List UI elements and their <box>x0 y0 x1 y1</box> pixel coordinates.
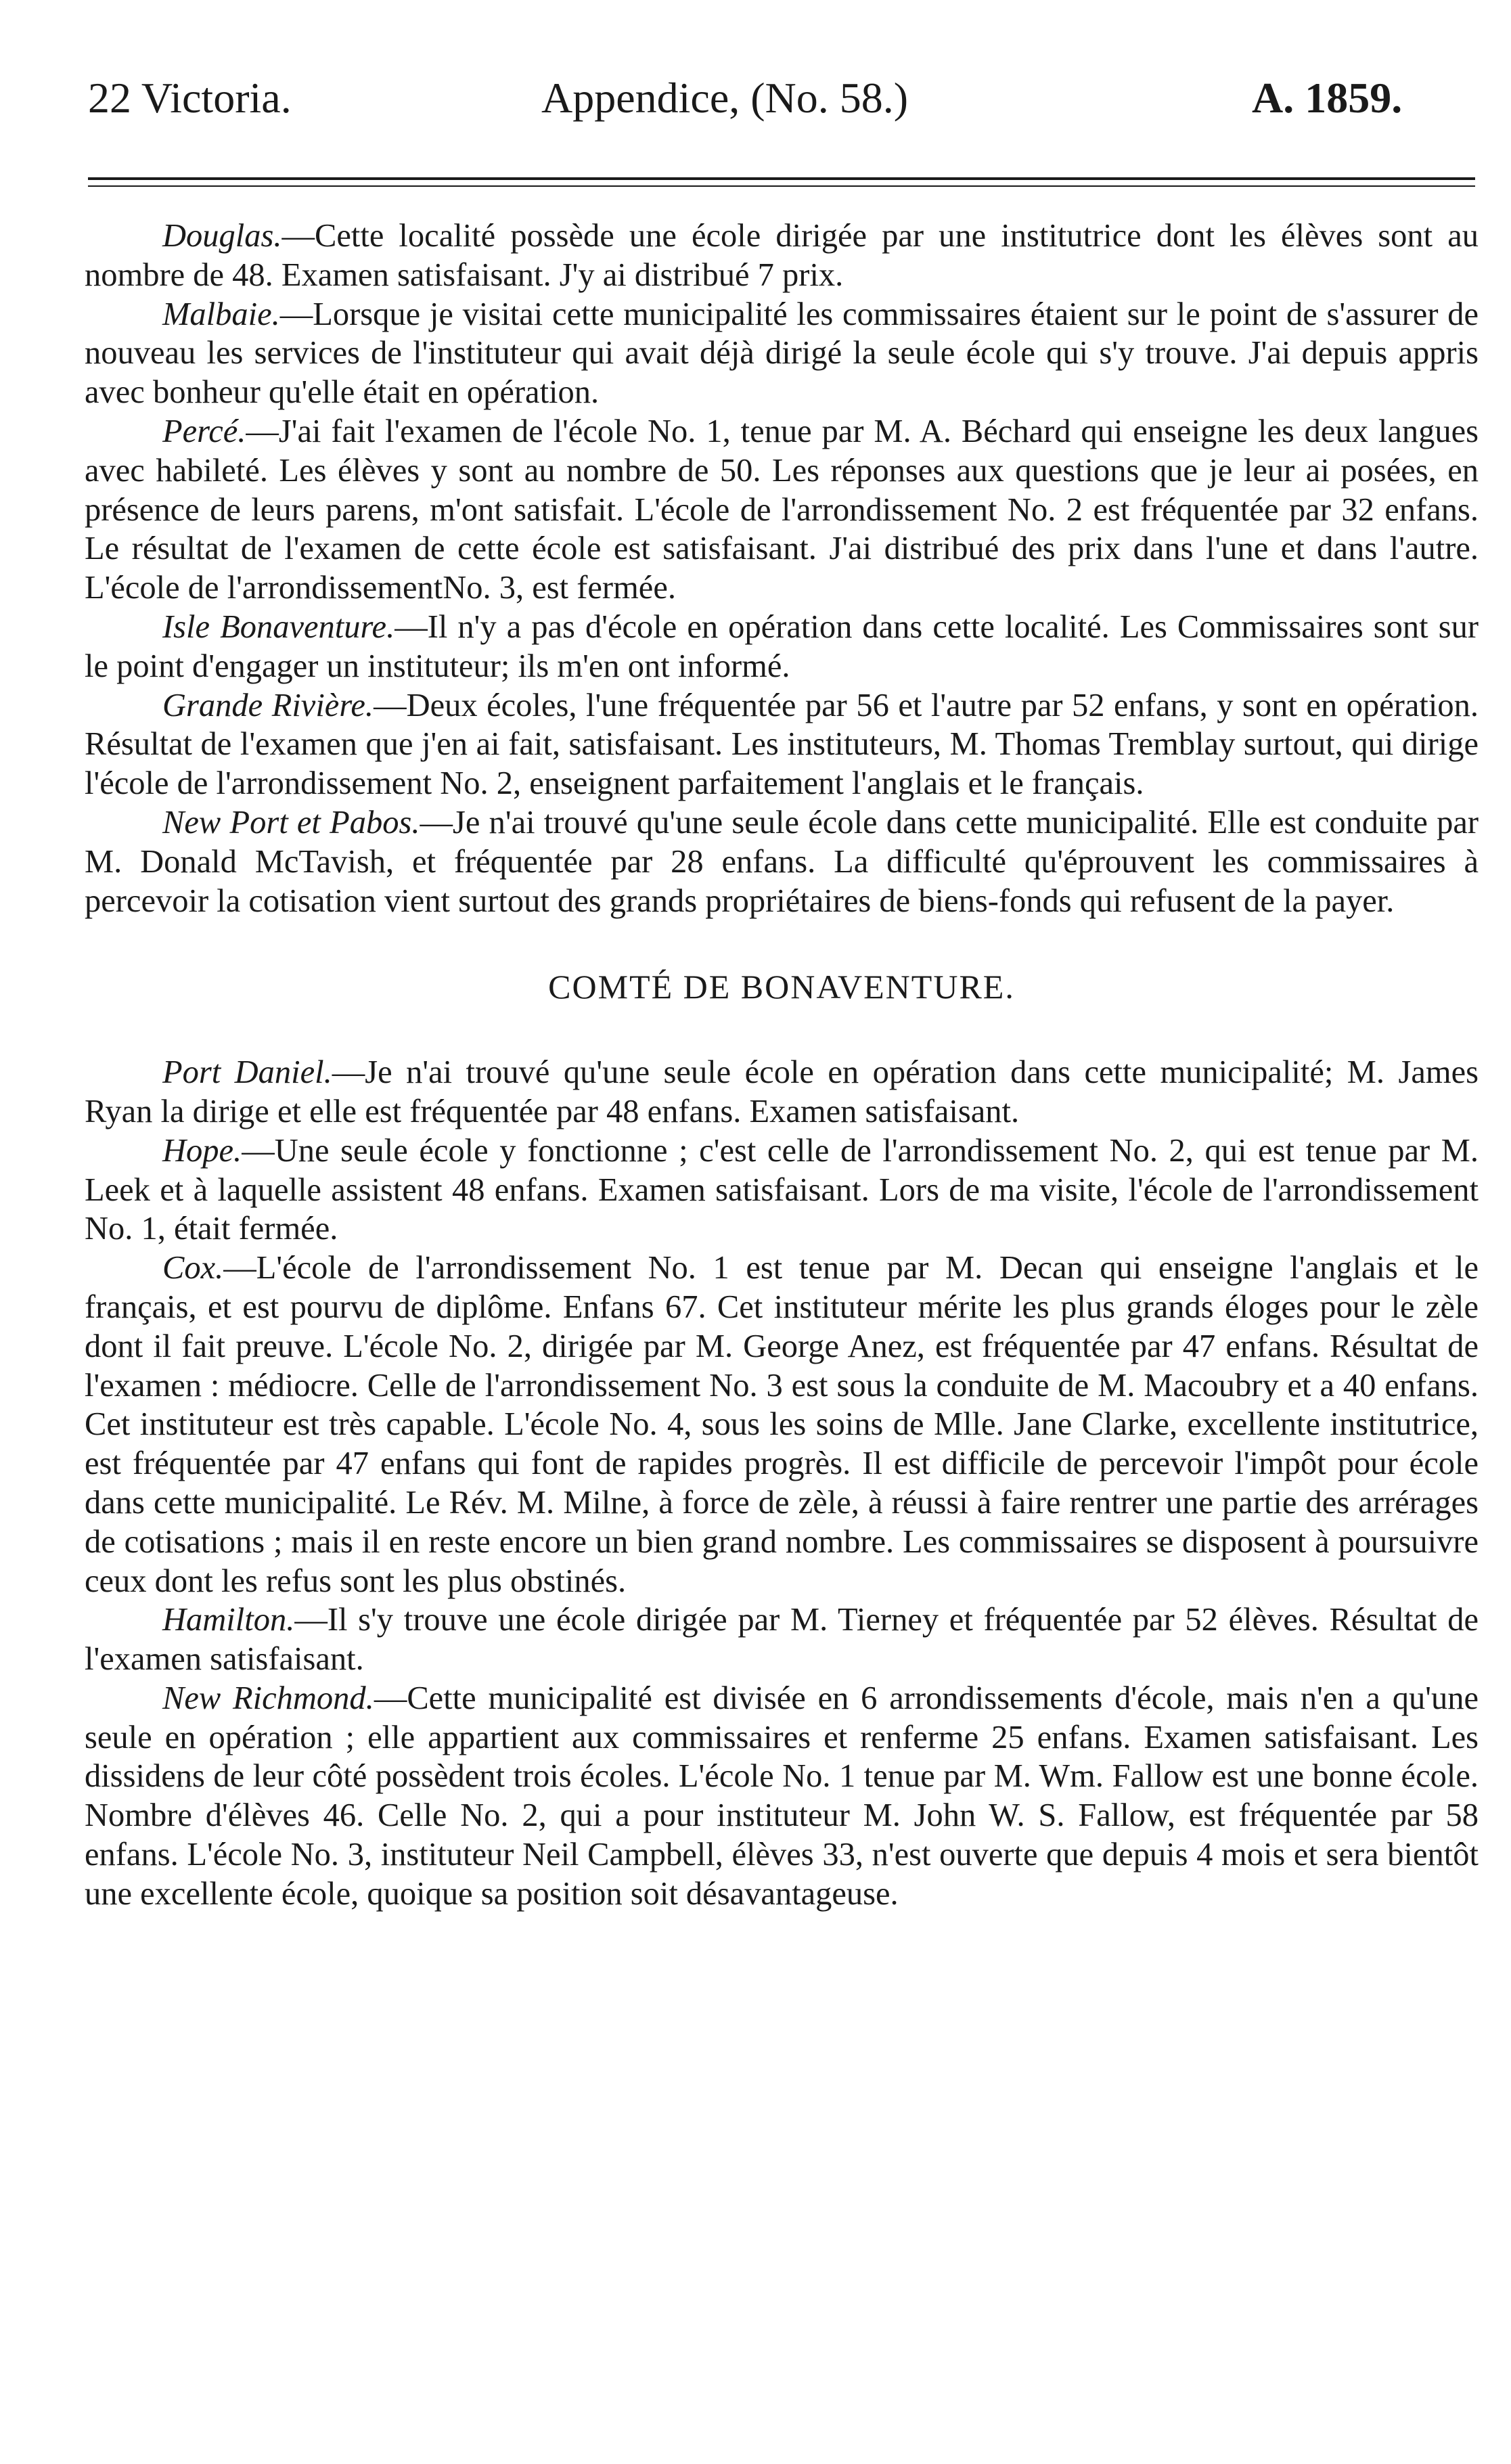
paragraph-text: —Je n'ai trouvé qu'une seule école dans cette municipalité. Elle est conduite par M. Donald McTavish, et fréquentée par 28 enfans. La difficulté qu'éprouvent les commissaires à percevoir la cotisation vient surtout des grands propriétaires de biens-fonds qui refusent de la payer. <box>85 804 1479 919</box>
paragraph-malbaie <box>85 295 1479 412</box>
paragraph-new-richmond <box>85 1679 1479 1914</box>
header-rule-thick <box>88 177 1475 180</box>
paragraph-port-daniel <box>85 1053 1479 1132</box>
paragraph-douglas <box>85 217 1479 295</box>
place-name: Port Daniel. <box>162 1054 332 1091</box>
paragraph-cox <box>85 1249 1479 1600</box>
paragraph-text: —Il s'y trouve une école dirigée par M. Tierney et fréquentée par 52 élèves. Résultat de l'examen satisfaisant. <box>85 1602 1479 1678</box>
header-rule-thin <box>88 185 1475 187</box>
paragraph-new-port-pabos <box>85 803 1479 920</box>
body-text <box>85 217 1479 1914</box>
place-name: Hamilton. <box>162 1602 295 1638</box>
place-name: Percé. <box>162 413 246 449</box>
paragraph-perce <box>85 412 1479 608</box>
place-name: Douglas. <box>162 218 282 254</box>
paragraph-isle-bonaventure <box>85 608 1479 686</box>
paragraph-text: —L'école de l'arrondissement No. 1 est tenue par M. Decan qui enseigne l'anglais et le français, et est pourvu de diplôme. Enfans 67. Cet instituteur mérite les plus grands éloges pour le zèle dont il fait preuve. L'école No. 2, dirigée par M. George Anez, est fréquentée par 47 enfans. Résultat de l'examen : médiocre. Celle de l'arrondissement No. 3 est sous la conduite de M. Macoubry et a 40 enfans. Cet instituteur est très capable. L'école No. 4, sous les soins de Mlle. Jane Clarke, excellente institutrice, est fréquentée par 47 enfans qui font de rapides progrès. Il est difficile de percevoir l'impôt pour école dans cette municipalité. Le Rév. M. Milne, à force de zèle, à réussi à faire rentrer une partie des arrérages de cotisations ; mais il en reste encore un bien grand nombre. Les commissaires se disposent à poursuivre ceux dont les refus sont les plus obstinés. <box>85 1250 1479 1599</box>
paragraph-text: —Une seule école y fonctionne ; c'est celle de l'arrondissement No. 2, qui est tenue par M. Leek et à laquelle assistent 48 enfans. Examen satisfaisant. Lors de ma visite, l'école de l'arrondissement No. 1, était fermée. <box>85 1132 1479 1247</box>
place-name: Grande Rivière. <box>162 687 374 723</box>
header-year: A. 1859. <box>1252 74 1403 122</box>
place-name: New Port et Pabos. <box>162 804 420 841</box>
place-name: Hope. <box>162 1132 242 1169</box>
section-title: COMTÉ DE BONAVENTURE. <box>548 968 1015 1006</box>
place-name: Malbaie. <box>162 296 280 332</box>
paragraph-text: —Lorsque je visitai cette municipalité les commissaires étaient sur le point de s'assurer de nouveau les services de l'instituteur qui avait déjà dirigé la seule école qui s'y trouve. J'ai depuis appris avec bonheur qu'elle était en opération. <box>85 296 1479 411</box>
paragraph-text: —Cette localité possède une école dirigée par une institutrice dont les élèves sont au nombre de 48. Examen satisfaisant. J'y ai distribué 7 prix. <box>85 218 1479 293</box>
header-volume: 22 Victoria. <box>88 74 292 122</box>
place-name: New Richmond. <box>162 1680 374 1716</box>
paragraph-text: —J'ai fait l'examen de l'école No. 1, tenue par M. A. Béchard qui enseigne les deux langues avec habileté. Les élèves y sont au nombre de 50. Les réponses aux questions que je leur ai posées, en présence de leurs parens, m'ont satisfait. L'école de l'arrondissement No. 2 est fréquentée par 32 enfans. Le résultat de l'examen de cette école est satisfaisant. J'ai distribué des prix dans l'une et dans l'autre. L'école de l'arrondissementNo. 3, est fermée. <box>85 413 1479 606</box>
paragraph-text: —Je n'ai trouvé qu'une seule école en opération dans cette municipalité; M. James Ryan la dirige et elle est fréquentée par 48 enfans. Examen satisfaisant. <box>85 1054 1479 1129</box>
paragraph-grande-riviere <box>85 686 1479 803</box>
paragraph-hope <box>85 1132 1479 1249</box>
paragraph-text: —Cette municipalité est divisée en 6 arrondissements d'école, mais n'en a qu'une seule en opération ; elle appartient aux commissaires et renferme 25 enfans. Examen satisfaisant. Les dissidens de leur côté possèdent trois écoles. L'école No. 1 tenue par M. Wm. Fallow est une bonne école. Nombre d'élèves 46. Celle No. 2, qui a pour instituteur M. John W. S. Fallow, est fréquentée par 58 enfans. L'école No. 3, instituteur Neil Campbell, élèves 33, n'est ouverte que depuis 4 mois et sera bientôt une excellente école, quoique sa position soit désavantageuse. <box>85 1680 1479 1912</box>
paragraph-text: —Il n'y a pas d'école en opération dans cette localité. Les Commissaires sont sur le point d'engager un instituteur; ils m'en ont informé. <box>85 608 1479 684</box>
place-name: Cox. <box>162 1250 224 1286</box>
paragraph-hamilton <box>85 1600 1479 1679</box>
place-name: Isle Bonaventure. <box>162 608 395 645</box>
header-appendix: Appendice, (No. 58.) <box>541 74 909 122</box>
page-header <box>88 68 1475 129</box>
paragraph-text: —Deux écoles, l'une fréquentée par 56 et l'autre par 52 enfans, y sont en opération. Résultat de l'examen que j'en ai fait, satisfaisant. Les instituteurs, M. Thomas Tremblay surtout, qui dirige l'école de l'arrondissement No. 2, enseignent parfaitement l'anglais et le français. <box>85 687 1479 802</box>
